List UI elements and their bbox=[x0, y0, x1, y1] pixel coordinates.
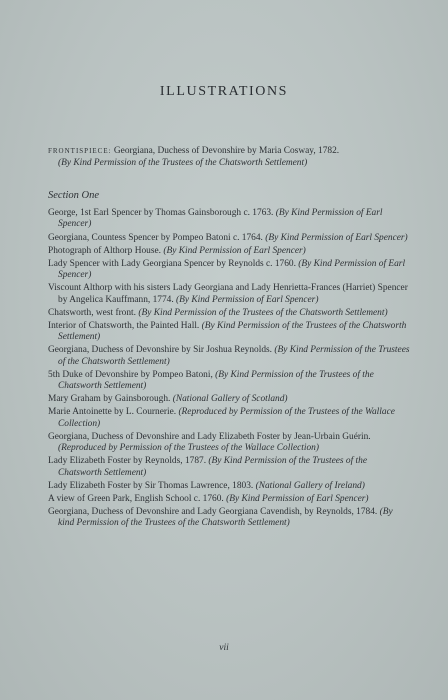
illustration-entry bbox=[48, 507, 410, 530]
illustration-entry bbox=[48, 208, 410, 231]
illustration-credit: (By Kind Permission of the Trustees of the Chatsworth Settlement) bbox=[58, 456, 367, 478]
illustration-credit: (Reproduced by Permission of the Trustees of the Wallace Collection) bbox=[58, 443, 319, 454]
illustration-title: Georgiana, Duchess of Devonshire and Lady Georgiana Cavendish, by Reynolds, 1784. bbox=[48, 507, 378, 518]
section-title: Section One bbox=[48, 190, 100, 201]
illustration-title: Viscount Althorp with his sisters Lady Georgiana and Lady Henrietta-Frances (Harriet) Spencer by Angelica Kauffmann, 1774. bbox=[48, 283, 408, 305]
illustration-credit: (By Kind Permission of Earl Spencer) bbox=[58, 258, 406, 281]
illustration-title: Interior of Chatsworth, the Painted Hall. bbox=[48, 320, 200, 331]
illustration-credit: (National Gallery of Ireland) bbox=[255, 480, 365, 491]
page-number: vii bbox=[219, 643, 229, 653]
illustration-entry bbox=[48, 494, 410, 505]
illustration-title: Lady Elizabeth Foster by Sir Thomas Lawrence, 1803. bbox=[48, 480, 254, 491]
illustration-title: A view of Green Park, English School c. 1760. bbox=[48, 493, 224, 504]
illustration-credit: (By Kind Permission of Earl Spencer) bbox=[226, 493, 369, 504]
illustration-credit: (Reproduced by Permission of the Trustees of the Wallace Collection) bbox=[58, 407, 395, 429]
illustration-credit: (By Kind Permission of the Trustees of the Chatsworth Settlement) bbox=[138, 307, 388, 318]
illustration-credit: (By Kind Permission of Earl Spencer) bbox=[163, 245, 306, 256]
illustration-entry bbox=[48, 345, 410, 368]
illustration-credit: (By Kind Permission of the Trustees of the Chatsworth Settlement) bbox=[58, 320, 407, 343]
illustration-credit: (By Kind Permission of Earl Spencer) bbox=[58, 208, 383, 230]
illustration-list bbox=[48, 208, 410, 532]
illustration-entry bbox=[48, 432, 410, 455]
illustration-title: 5th Duke of Devonshire by Pompeo Batoni, bbox=[48, 369, 213, 380]
illustration-credit: (By kind Permission of the Trustees of the Chatsworth Settlement) bbox=[58, 507, 393, 529]
illustration-entry bbox=[48, 246, 410, 257]
illustration-entry bbox=[48, 233, 410, 244]
frontispiece-text: Georgiana, Duchess of Devonshire by Maria Cosway, 1782. bbox=[113, 146, 340, 156]
illustration-entry bbox=[48, 370, 410, 393]
illustration-credit: (By Kind Permission of the Trustees of the Chatsworth Settlement) bbox=[58, 345, 410, 367]
illustration-entry bbox=[48, 407, 410, 430]
illustration-title: George, 1st Earl Spencer by Thomas Gainsborough c. 1763. bbox=[48, 208, 274, 218]
illustration-title: Georgiana, Countess Spencer by Pompeo Batoni c. 1764. bbox=[48, 232, 263, 243]
frontispiece-entry bbox=[48, 146, 408, 169]
illustration-entry bbox=[48, 481, 410, 492]
frontispiece-label: FRONTISPIECE: bbox=[48, 147, 112, 155]
illustration-credit: (National Gallery of Scotland) bbox=[172, 394, 288, 405]
illustration-entry bbox=[48, 456, 410, 479]
page-heading: ILLUSTRATIONS bbox=[159, 84, 289, 99]
illustration-entry bbox=[48, 259, 410, 282]
illustration-title: Marie Antoinette by L. Cournerie. bbox=[48, 407, 177, 418]
illustration-title: Lady Elizabeth Foster by Reynolds, 1787. bbox=[48, 456, 207, 467]
illustration-title: Lady Spencer with Lady Georgiana Spencer by Reynolds c. 1760. bbox=[48, 258, 296, 269]
illustration-entry bbox=[48, 283, 410, 306]
illustration-entry bbox=[48, 394, 410, 405]
illustration-title: Photograph of Althorp House. bbox=[48, 245, 162, 256]
illustration-title: Georgiana, Duchess of Devonshire by Sir Joshua Reynolds. bbox=[48, 345, 273, 356]
illustration-title: Mary Graham by Gainsborough. bbox=[48, 394, 171, 405]
frontispiece-credit: (By Kind Permission of the Trustees of the Chatsworth Settlement) bbox=[58, 157, 308, 168]
illustration-entry bbox=[48, 308, 410, 319]
illustration-credit: (By Kind Permission of the Trustees of the Chatsworth Settlement) bbox=[58, 369, 374, 392]
illustration-entry bbox=[48, 321, 410, 344]
illustration-credit: (By Kind Permission of Earl Spencer) bbox=[265, 232, 408, 243]
illustration-title: Chatsworth, west front. bbox=[48, 307, 137, 318]
illustration-credit: (By Kind Permission of Earl Spencer) bbox=[176, 294, 319, 305]
illustration-title: Georgiana, Duchess of Devonshire and Lady Elizabeth Foster by Jean-Urbain Guérin. bbox=[48, 431, 371, 442]
